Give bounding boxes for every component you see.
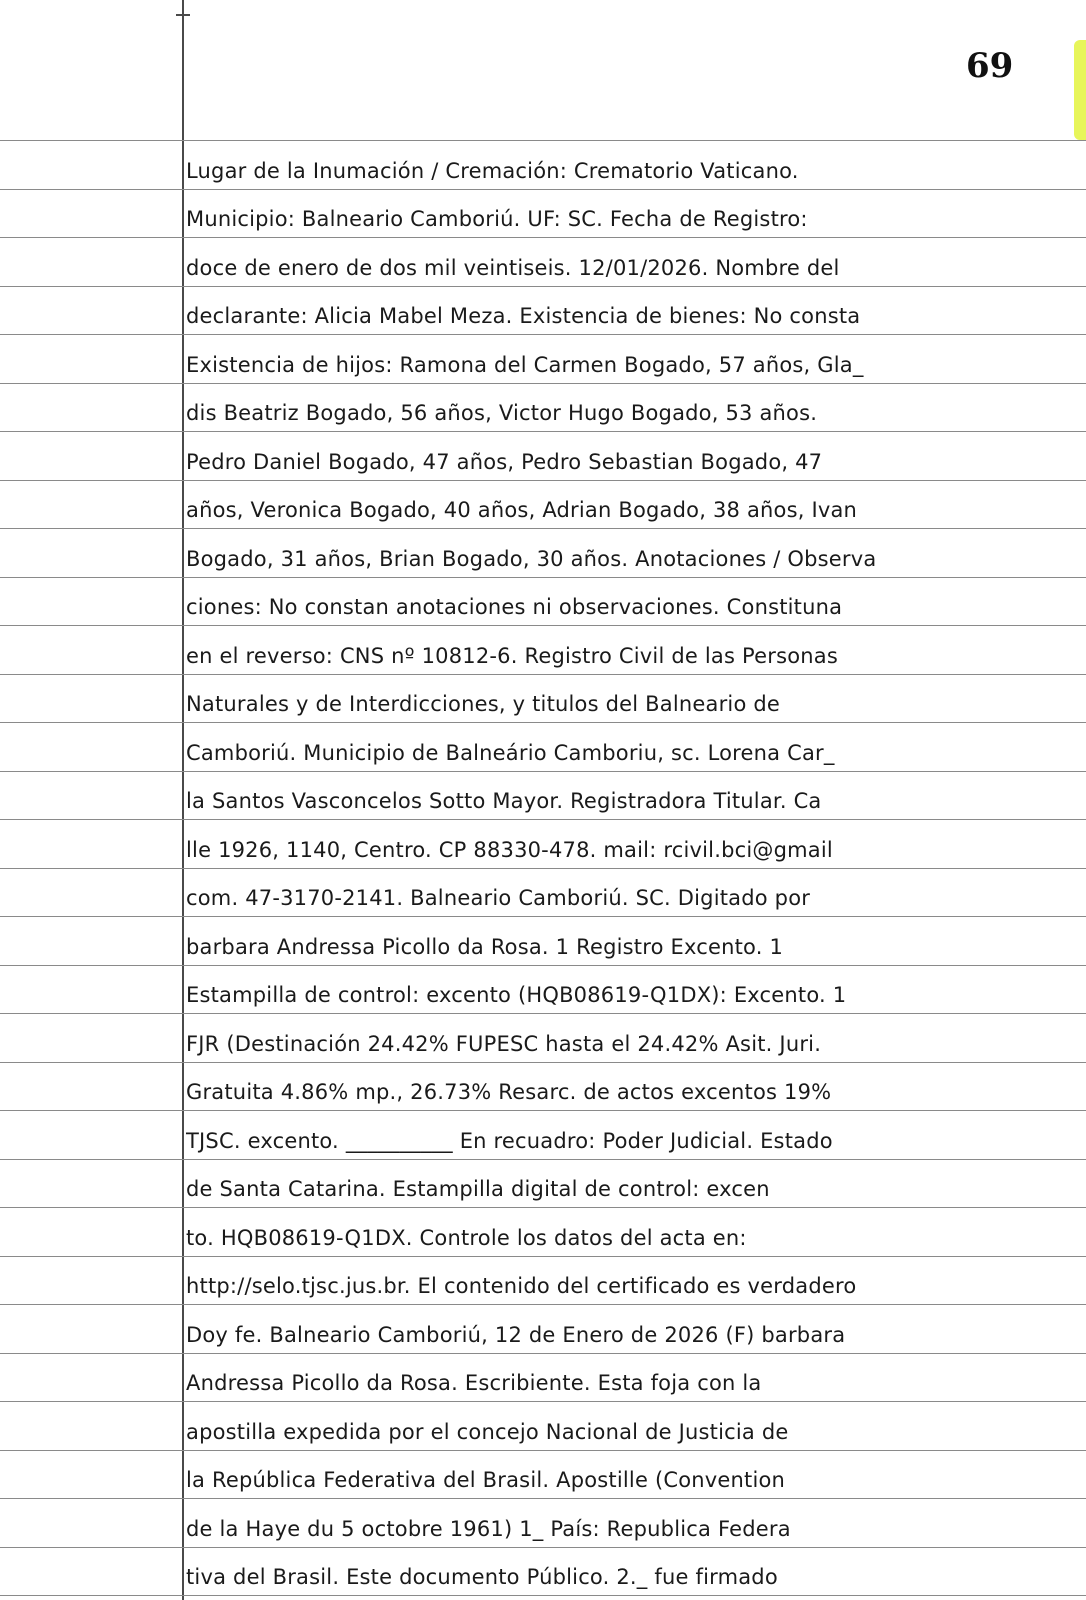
text-line: TJSC. excento. __________ En recuadro: Poder Judicial. Estado <box>186 1128 833 1153</box>
ruled-line <box>0 334 1086 335</box>
highlighter-mark <box>1074 40 1086 140</box>
text-line: com. 47-3170-2141. Balneario Camboriú. SC. Digitado por <box>186 886 811 910</box>
margin-cross-mark <box>176 14 190 16</box>
text-line: tiva del Brasil. Este documento Público. 2._ fue firmado <box>186 1565 778 1589</box>
text-line: la República Federativa del Brasil. Apostille (Convention <box>186 1468 786 1492</box>
text-line: de Santa Catarina. Estampilla digital de control: excen <box>186 1177 770 1201</box>
ruled-line <box>0 625 1086 626</box>
text-line: Gratuita 4.86% mp., 26.73% Resarc. de actos excentos 19% <box>186 1080 832 1104</box>
text-line: en el reverso: CNS nº 10812-6. Registro Civil de las Personas <box>186 643 838 668</box>
ruled-line <box>0 237 1086 238</box>
ruled-line <box>0 528 1086 529</box>
ruled-line <box>0 1207 1086 1208</box>
text-line: Lugar de la Inumación / Cremación: Crematorio Vaticano. <box>186 158 799 183</box>
ruled-line <box>0 577 1086 578</box>
ruled-line <box>0 1498 1086 1499</box>
text-line: Bogado, 31 años, Brian Bogado, 30 años. Anotaciones / Observa <box>186 546 877 571</box>
ruled-line <box>0 1256 1086 1257</box>
text-line: Doy fe. Balneario Camboriú, 12 de Enero de 2026 (F) barbara <box>186 1322 846 1347</box>
ruled-line <box>0 1401 1086 1402</box>
ruled-line <box>0 286 1086 287</box>
ruled-line <box>0 1353 1086 1354</box>
margin-line <box>182 0 184 1600</box>
ruled-line <box>0 189 1086 190</box>
ruled-line <box>0 819 1086 820</box>
ruled-line <box>0 1547 1086 1548</box>
ruled-line <box>0 140 1086 141</box>
text-line: Estampilla de control: excento (HQB08619-Q1DX): Excento. 1 <box>186 983 847 1007</box>
ruled-line <box>0 916 1086 917</box>
text-line: dis Beatriz Bogado, 56 años, Victor Hugo Bogado, 53 años. <box>186 401 818 425</box>
ruled-line <box>0 722 1086 723</box>
ruled-line <box>0 1304 1086 1305</box>
text-line: apostilla expedida por el concejo Nacional de Justicia de <box>186 1419 789 1444</box>
ruled-line <box>0 1595 1086 1596</box>
text-line: Pedro Daniel Bogado, 47 años, Pedro Sebastian Bogado, 47 <box>186 449 823 474</box>
text-line: la Santos Vasconcelos Sotto Mayor. Registradora Titular. Ca <box>186 789 822 813</box>
ruled-line <box>0 1159 1086 1160</box>
text-line: de la Haye du 5 octobre 1961) 1_ País: Republica Federa <box>186 1516 791 1541</box>
ruled-line <box>0 674 1086 675</box>
text-line: Municipio: Balneario Camboriú. UF: SC. Fecha de Registro: <box>186 207 808 231</box>
ruled-line <box>0 480 1086 481</box>
text-line: FJR (Destinación 24.42% FUPESC hasta el 24.42% Asit. Juri. <box>186 1031 822 1056</box>
text-line: barbara Andressa Picollo da Rosa. 1 Registro Excento. 1 <box>186 934 784 959</box>
ruled-line <box>0 1062 1086 1063</box>
text-line: to. HQB08619-Q1DX. Controle los datos del acta en: <box>186 1225 747 1250</box>
ruled-line <box>0 1013 1086 1014</box>
text-line: ciones: No constan anotaciones ni observaciones. Constituna <box>186 595 843 619</box>
text-line: Camboriú. Municipio de Balneário Camboriu, sc. Lorena Car_ <box>186 740 835 765</box>
text-line: lle 1926, 1140, Centro. CP 88330-478. mail: rcivil.bci@gmail <box>186 837 833 862</box>
text-line: Andressa Picollo da Rosa. Escribiente. Esta foja con la <box>186 1371 762 1395</box>
text-line: declarante: Alicia Mabel Meza. Existencia de bienes: No consta <box>186 304 861 328</box>
ruled-line <box>0 431 1086 432</box>
text-line: años, Veronica Bogado, 40 años, Adrian Bogado, 38 años, Ivan <box>186 498 858 522</box>
ruled-line <box>0 1450 1086 1451</box>
text-line: http://selo.tjsc.jus.br. El contenido del certificado es verdadero <box>186 1274 857 1298</box>
ruled-line <box>0 868 1086 869</box>
page-number: 69 <box>966 46 1014 86</box>
text-line: Existencia de hijos: Ramona del Carmen Bogado, 57 años, Gla_ <box>186 352 864 377</box>
ruled-line <box>0 771 1086 772</box>
text-line: doce de enero de dos mil veintiseis. 12/01/2026. Nombre del <box>186 255 840 280</box>
ruled-line <box>0 965 1086 966</box>
text-line: Naturales y de Interdicciones, y titulos del Balneario de <box>186 692 781 716</box>
ruled-line <box>0 383 1086 384</box>
ruled-line <box>0 1110 1086 1111</box>
